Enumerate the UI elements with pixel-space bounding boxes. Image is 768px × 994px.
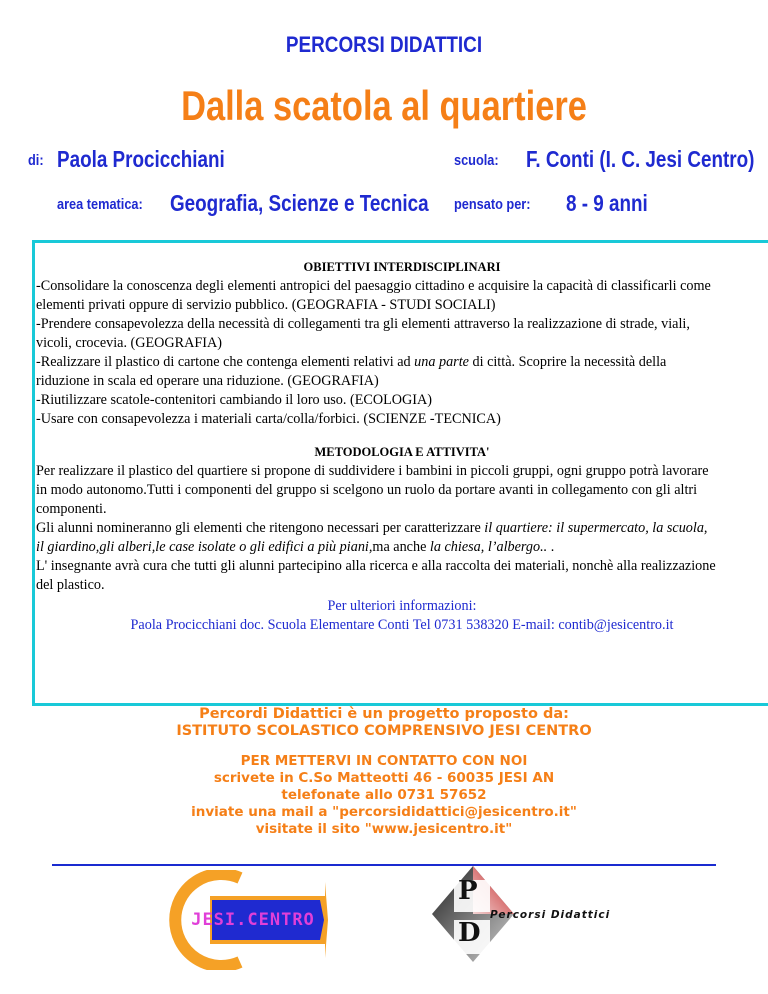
footer-line-3: PER METTERVI IN CONTATTO CON NOI [240, 753, 528, 769]
objectives-line: -Consolidare la conoscenza degli elementi antropici del paesaggio cittadino e acquisire la capacità di classificarli come [36, 278, 711, 294]
area-value: Geografia, Scienze e Tecnica [170, 190, 429, 216]
objectives-text: di città. Scoprire la necessità della [468, 354, 667, 370]
school-name: F. Conti (I. C. Jesi Centro) [526, 146, 755, 172]
footer-line-1: Percordi Didattici è un progetto proposto da: [199, 706, 569, 722]
methodology-italic: il quartiere: il supermercato, la scuola, [484, 520, 708, 536]
methodology-line: del plastico. [36, 577, 105, 593]
methodology-title: METODOLOGIA E ATTIVITA' [314, 445, 490, 459]
objectives-line: riduzione in scala ed operare una riduzione. (GEOGRAFIA) [36, 373, 379, 389]
footer-line-7[interactable]: visitate il sito "www.jesicentro.it" [255, 821, 513, 837]
percorsi-didattici-logo [428, 862, 628, 972]
objectives-text: -Realizzare il plastico di cartone che contenga elementi relativi ad [36, 354, 415, 370]
footer-line-5: telefonate allo 0731 57652 [281, 787, 487, 803]
methodology-text: ma anche [372, 539, 430, 555]
pd-letter-d: D [458, 918, 481, 948]
jesi-centro-logo [150, 870, 330, 970]
pd-letter-p: P [458, 876, 478, 906]
info-title: Per ulteriori informazioni: [327, 598, 477, 614]
methodology-line: Per realizzare il plastico del quartiere si propone di suddividere i bambini in piccoli gruppi, ogni gruppo potrà lavorare [36, 463, 709, 479]
footer-line-6[interactable]: inviate una mail a "percorsididattici@jesicentro.it" [191, 804, 577, 820]
objectives-title: OBIETTIVI INTERDISCIPLINARI [303, 260, 501, 274]
area-label: area tematica: [57, 196, 143, 213]
info-contact[interactable]: Paola Procicchiani doc. Scuola Elementare Conti Tel 0731 538320 E-mail: contib@jesicentro.it [130, 617, 674, 633]
target-value: 8 - 9 anni [566, 190, 648, 216]
author-name: Paola Procicchiani [57, 146, 225, 172]
methodology-line: componenti. [36, 501, 107, 517]
methodology-italic: la chiesa, l’albergo.. [429, 539, 548, 555]
objectives-text: SCIENZE -TECNICA) [368, 411, 501, 427]
methodology-line: L' insegnante avrà cura che tutti gli alunni partecipino alla ricerca e alla raccolta dei materiali, nonchè alla realizzazione [36, 558, 716, 574]
target-label: pensato per: [454, 196, 531, 213]
objectives-text: -Usare con consapevolezza i materiali carta/colla/forbici. ( [36, 411, 369, 427]
methodology-text: Gli alunni nomineranno gli elementi che ritengono necessari per caratterizzare [36, 520, 485, 536]
footer-line-4: scrivete in C.So Matteotti 46 - 60035 JESI AN [213, 770, 555, 786]
school-label: scuola: [454, 152, 499, 169]
methodology-text: . [547, 539, 555, 555]
methodology-italic: il giardino,gli alberi,le case isolate o gli edifici a più piani, [36, 539, 373, 555]
methodology-line [36, 519, 768, 538]
objectives-line [36, 353, 768, 372]
page-title: Dalla scatola al quartiere [181, 82, 587, 129]
objectives-line: vicoli, crocevia. (GEOGRAFIA) [36, 335, 222, 351]
methodology-line [36, 538, 768, 557]
footer-line-2: ISTITUTO SCOLASTICO COMPRENSIVO JESI CENTRO [176, 723, 592, 739]
author-label: di: [28, 152, 44, 169]
objectives-line: -Prendere consapevolezza della necessità di collegamenti tra gli elementi attraverso la realizzazione di strade, viali, [36, 316, 690, 332]
methodology-line: in modo autonomo.Tutti i componenti del gruppo si scelgono un ruolo da portare avanti in collegamento con gli altri [36, 482, 698, 498]
objectives-line [36, 410, 768, 429]
pd-logo-text: Percorsi Didattici [490, 909, 611, 921]
jesi-logo-text: JESI.CENTRO [191, 910, 315, 930]
objectives-italic: una parte [414, 354, 469, 370]
objectives-line: elementi privati oppure di servizio pubblico. (GEOGRAFIA - STUDI SOCIALI) [36, 297, 496, 313]
content-text [36, 246, 768, 635]
objectives-line: -Riutilizzare scatole-contenitori cambiando il loro uso. (ECOLOGIA) [36, 392, 432, 408]
series-title: PERCORSI DIDATTICI [285, 32, 483, 57]
